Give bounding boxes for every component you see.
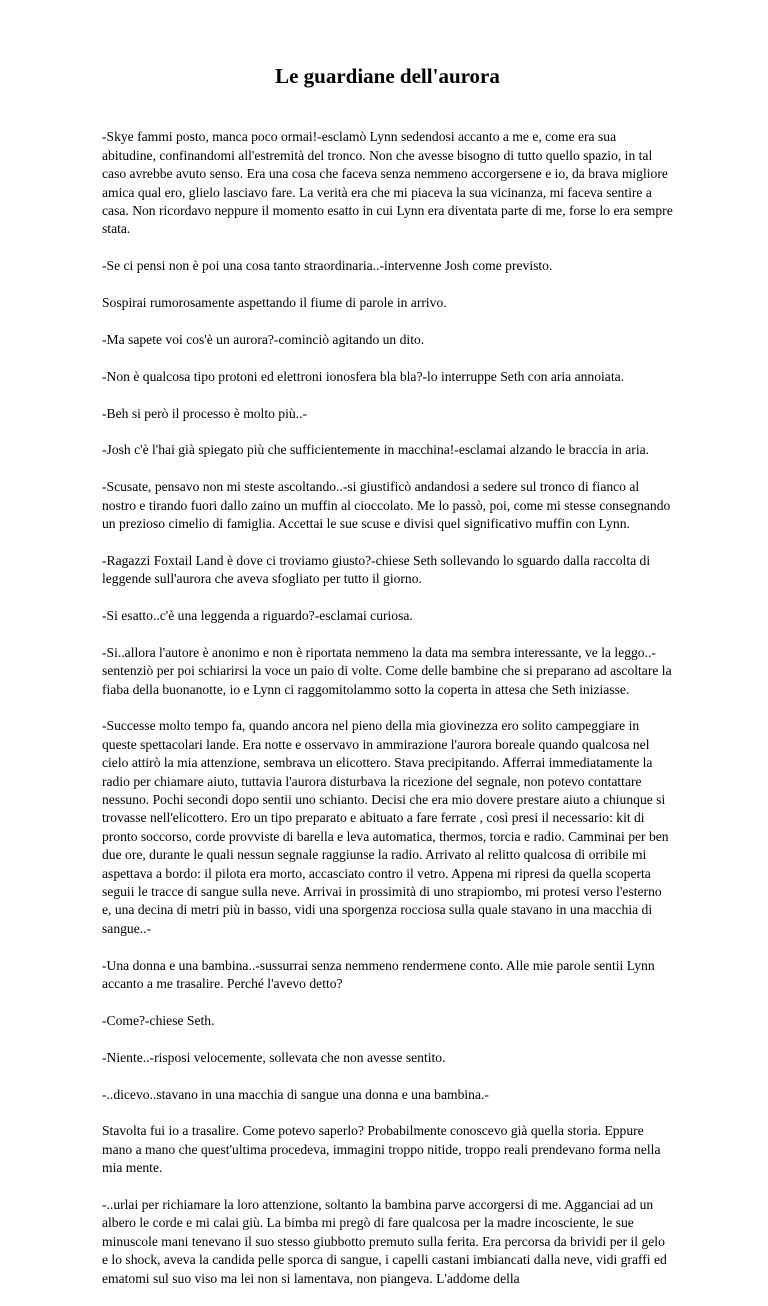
paragraph: Stavolta fui io a trasalire. Come potevo saperlo? Probabilmente conoscevo già quella storia. Eppure mano a mano che quest'ultima procedeva, immagini troppo nitide, troppo reali prendevano forma nella mia mente. bbox=[102, 1123, 661, 1176]
paragraph: -Skye fammi posto, manca poco ormai!-esclamò Lynn sedendosi accanto a me e, come era sua abitudine, confinandomi all'estremità del tronco. Non che avesse bisogno di tutto quello spazio, in tal caso avrebbe avuto senso. Era una cosa che faceva senza nemmeno accorgersene e io, da brava migliore amica qual ero, glielo lasciavo fare. La verità era che mi piaceva la sua vicinanza, mi faceva sentire a casa. Non ricordavo neppure il momento esatto in cui Lynn era diventata parte di me, forse lo era sempre stata. bbox=[102, 129, 673, 237]
paragraph: -Successe molto tempo fa, quando ancora nel pieno della mia giovinezza ero solito campeggiare in queste spettacolari lande. Era notte e osservavo in ammirazione l'aurora boreale quando qualcosa nel cielo attirò la mia attenzione, sembrava un elicottero. Stava precipitando. Afferrai immediatamente la radio per chiamare aiuto, tuttavia l'aurora disturbava la ricezione del segnale, non potevo contattare nessuno. Pochi secondi dopo sentii uno schianto. Decisi che era mio dovere prestare aiuto a chiunque si trovasse nell'elicottero. Ero un tipo preparato e abituato a fare ferrate , così presi il necessario: kit di pronto soccorso, corde provviste di barella e leva automatica, thermos, torcia e radio. Camminai per ben due ore, durante le quali nessun segnale raggiunse la radio. Arrivato al relitto qualcosa di orribile mi aspettava a bordo: il pilota era morto, accasciato contro il vetro. Appena mi ripresi da quella scoperta seguii le tracce di sangue sulla neve. Arrivai in prossimità di uno strapiombo, mi protesi verso l'esterno e, una decina di metri più in basso, vidi una sporgenza rocciosa sulla quale stavano in una macchia di sangue..- bbox=[102, 718, 669, 936]
document-body bbox=[102, 110, 673, 1306]
paragraph: -Niente..-risposi velocemente, sollevata che non avesse sentito. bbox=[102, 1049, 446, 1065]
paragraph: -Ma sapete voi cos'è un aurora?-cominciò agitando un dito. bbox=[102, 331, 425, 347]
paragraph: -Ragazzi Foxtail Land è dove ci troviamo giusto?-chiese Seth sollevando lo sguardo dalla raccolta di leggende sull'aurora che aveva sfogliato per tutto il giorno. bbox=[102, 552, 651, 587]
paragraph: -Beh si però il processo è molto più..- bbox=[102, 405, 308, 421]
paragraph: -..dicevo..stavano in una macchia di sangue una donna e una bambina.- bbox=[102, 1086, 489, 1102]
paragraph: -Scusate, pensavo non mi steste ascoltando..-si giustificò andandosi a sedere sul tronco di fianco al nostro e tirando fuori dallo zaino un muffin al cioccolato. Me lo passò, poi, come mi stesse consegnando un prezioso cimelio di famiglia. Accettai le sue scuse e divisi quel significativo muffin con Lynn. bbox=[102, 479, 671, 531]
paragraph: -Se ci pensi non è poi una cosa tanto straordinaria..-intervenne Josh come previsto. bbox=[102, 258, 553, 274]
paragraph: -..urlai per richiamare la loro attenzione, soltanto la bambina parve accorgersi di me. Agganciai ad un albero le corde e mi calai giù. La bimba mi pregò di fare qualcosa per la madre incosciente, le sue minuscole mani tenevano il suo stesso giubbotto premuto sulla ferita. Era percorsa da brividi per il gelo e lo shock, aveva la candida pelle sporca di sangue, i capelli castani imbiancati dalla neve, vidi graffi ed ematomi sul suo viso ma lei non si lamentava, non piangeva. L'addome della bbox=[102, 1196, 667, 1286]
paragraph: -Una donna e una bambina..-sussurrai senza nemmeno rendermene conto. Alle mie parole sentii Lynn accanto a me trasalire. Perché l'avevo detto? bbox=[102, 957, 655, 992]
paragraph: -Si esatto..c'è una leggenda a riguardo?-esclamai curiosa. bbox=[102, 607, 413, 623]
paragraph: Sospirai rumorosamente aspettando il fiume di parole in arrivo. bbox=[102, 295, 447, 311]
paragraph: -Josh c'è l'hai già spiegato più che sufficientemente in macchina!-esclamai alzando le braccia in aria. bbox=[102, 442, 650, 458]
paragraph: -Come?-chiese Seth. bbox=[102, 1012, 215, 1028]
paragraph: -Non è qualcosa tipo protoni ed elettroni ionosfera bla bla?-lo interruppe Seth con aria annoiata. bbox=[102, 368, 625, 384]
document-title: Le guardiane dell'aurora bbox=[275, 64, 500, 88]
paragraph: -Si..allora l'autore è anonimo e non è riportata nemmeno la data ma sembra interessante, ve la leggo..-sentenziò per poi schiarirsi la voce un paio di volte. Come delle bambine che si preparano ad ascoltare la fiaba della buonanotte, io e Lynn ci raggomitolammo sotto la coperta in attesa che Seth iniziasse. bbox=[102, 644, 672, 697]
